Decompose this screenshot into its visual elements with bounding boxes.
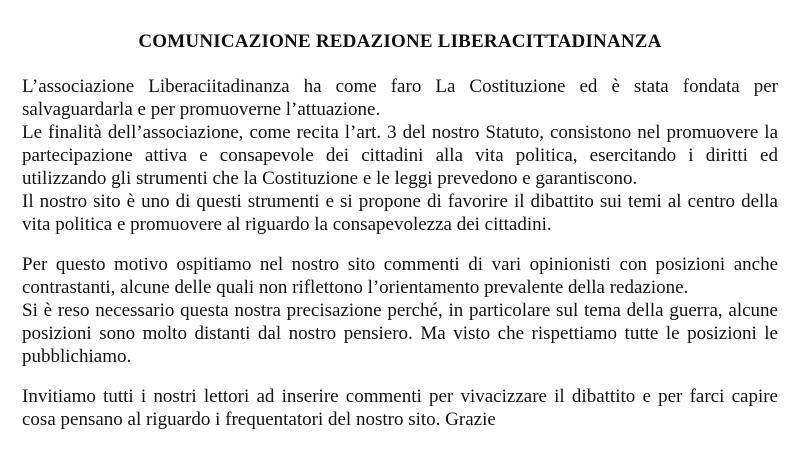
paragraph: L’associazione Liberaciitadinanza ha come faro La Costituzione ed è stata fondata per salvaguardarla e per promuoverne l’attuazione. — [22, 76, 778, 120]
paragraph: Le finalità dell’associazione, come recita l’art. 3 del nostro Statuto, consistono nel promuovere la partecipazione attiva e consapevole dei cittadini alla vita politica, esercitando i diritti ed utilizzando gli strumenti che la Costituzione e le leggi prevedono e garantiscono. — [22, 122, 778, 189]
document-title: COMUNICAZIONE REDAZIONE LIBERACITTADINANZA — [138, 31, 662, 52]
paragraph: Invitiamo tutti i nostri lettori ad inserire commenti per vivacizzare il dibattito e per farci capire cosa pensano al riguardo i frequentatori del nostro sito. Grazie — [22, 386, 778, 430]
document-body — [22, 75, 778, 431]
paragraph: Per questo motivo ospitiamo nel nostro sito commenti di vari opinionisti con posizioni anche contrastanti, alcune delle quali non riflettono l’orientamento prevalente della redazione. — [22, 254, 778, 298]
paragraph: Si è reso necessario questa nostra precisazione perché, in particolare sul tema della guerra, alcune posizioni sono molto distanti dal nostro pensiero. Ma visto che rispettiamo tutte le posizioni le pubblichiamo. — [22, 300, 778, 367]
paragraph: Il nostro sito è uno di questi strumenti e si propone di favorire il dibattito sui temi al centro della vita politica e promuovere al riguardo la consapevolezza dei cittadini. — [22, 191, 778, 235]
